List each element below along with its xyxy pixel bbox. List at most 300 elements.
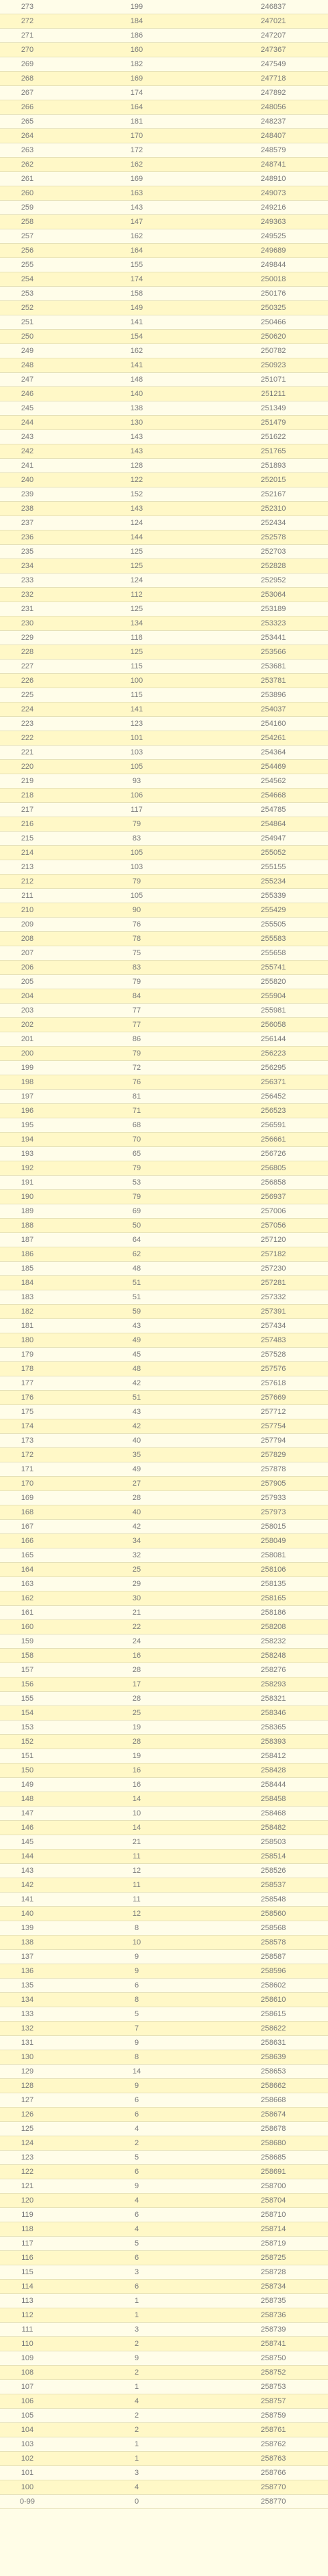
table-row [0,1663,328,1678]
cumulative-cell: 257483 [219,1333,328,1348]
table-row [0,1262,328,1276]
table-row [0,1118,328,1133]
table-row [0,272,328,287]
cumulative-cell: 251765 [219,444,328,459]
score-cell: 243 [0,430,55,444]
table-row [0,660,328,674]
score-cell: 133 [0,2007,55,2022]
table-row [0,817,328,832]
count-cell: 19 [55,1721,219,1735]
table-row [0,1219,328,1233]
score-cell: 260 [0,186,55,201]
count-cell: 22 [55,1620,219,1634]
cumulative-cell: 252828 [219,559,328,574]
cumulative-cell: 248237 [219,115,328,129]
table-row [0,2437,328,2452]
count-cell: 24 [55,1634,219,1649]
table-row [0,502,328,516]
cumulative-cell: 258393 [219,1735,328,1749]
count-cell: 19 [55,1749,219,1764]
count-cell: 51 [55,1391,219,1405]
cumulative-cell: 256295 [219,1061,328,1075]
count-cell: 169 [55,72,219,86]
table-row [0,1004,328,1018]
score-cell: 126 [0,2108,55,2122]
table-row [0,1764,328,1778]
score-cell: 138 [0,1936,55,1950]
table-row [0,1290,328,1305]
count-cell: 28 [55,1663,219,1678]
table-row [0,846,328,860]
table-row [0,1104,328,1118]
cumulative-cell: 258622 [219,2022,328,2036]
count-cell: 141 [55,358,219,373]
score-cell: 101 [0,2466,55,2480]
count-cell: 45 [55,1348,219,1362]
score-cell: 163 [0,1577,55,1591]
count-cell: 1 [55,2308,219,2323]
score-cell: 215 [0,832,55,846]
cumulative-cell: 247207 [219,29,328,43]
cumulative-cell: 258714 [219,2222,328,2237]
score-cell: 142 [0,1878,55,1893]
cumulative-cell: 256223 [219,1047,328,1061]
table-row [0,961,328,975]
cumulative-cell: 251071 [219,373,328,387]
cumulative-cell: 254469 [219,760,328,774]
count-cell: 105 [55,760,219,774]
count-cell: 64 [55,1233,219,1247]
table-row [0,1448,328,1462]
cumulative-cell: 251893 [219,459,328,473]
count-cell: 14 [55,2065,219,2079]
count-cell: 84 [55,989,219,1004]
table-row [0,86,328,100]
count-cell: 42 [55,1376,219,1391]
score-cell: 257 [0,229,55,244]
score-cell: 192 [0,1161,55,1176]
score-cell: 272 [0,14,55,29]
table-row [0,2208,328,2222]
cumulative-cell: 249363 [219,215,328,229]
table-row [0,789,328,803]
score-cell: 189 [0,1204,55,1219]
score-cell: 262 [0,158,55,172]
cumulative-cell: 252167 [219,487,328,502]
count-cell: 86 [55,1032,219,1047]
table-row [0,2065,328,2079]
table-row [0,2036,328,2050]
table-row [0,731,328,746]
table-row [0,387,328,401]
table-row [0,2194,328,2208]
table-row [0,1692,328,1706]
count-cell: 5 [55,2237,219,2251]
count-cell: 130 [55,416,219,430]
count-cell: 117 [55,803,219,817]
count-cell: 9 [55,2179,219,2194]
count-cell: 43 [55,1319,219,1333]
score-cell: 217 [0,803,55,817]
cumulative-cell: 253441 [219,631,328,645]
cumulative-cell: 258734 [219,2280,328,2294]
score-cell: 178 [0,1362,55,1376]
count-cell: 138 [55,401,219,416]
table-row [0,803,328,817]
count-cell: 164 [55,100,219,115]
table-row [0,2265,328,2280]
count-cell: 2 [55,2423,219,2437]
table-row [0,1462,328,1477]
cumulative-cell: 253781 [219,674,328,688]
score-cell: 247 [0,373,55,387]
count-cell: 11 [55,1893,219,1907]
cumulative-cell: 257576 [219,1362,328,1376]
cumulative-cell: 258482 [219,1821,328,1835]
score-cell: 115 [0,2265,55,2280]
cumulative-cell: 257933 [219,1491,328,1505]
table-row [0,1864,328,1878]
table-row [0,588,328,602]
cumulative-cell: 258759 [219,2409,328,2423]
score-cell: 127 [0,2093,55,2108]
table-row [0,2351,328,2366]
cumulative-cell: 254668 [219,789,328,803]
cumulative-cell: 257332 [219,1290,328,1305]
table-row [0,1376,328,1391]
score-cell: 201 [0,1032,55,1047]
score-cell: 265 [0,115,55,129]
score-cell: 122 [0,2165,55,2179]
table-row [0,1878,328,1893]
cumulative-cell: 254160 [219,717,328,731]
score-cell: 238 [0,502,55,516]
score-cell: 172 [0,1448,55,1462]
cumulative-cell: 255052 [219,846,328,860]
table-row [0,244,328,258]
count-cell: 148 [55,373,219,387]
score-cell: 117 [0,2237,55,2251]
table-row [0,2280,328,2294]
cumulative-cell: 258587 [219,1950,328,1964]
count-cell: 3 [55,2265,219,2280]
count-cell: 16 [55,1764,219,1778]
table-row [0,2022,328,2036]
count-cell: 79 [55,1047,219,1061]
table-row [0,2251,328,2265]
score-cell: 150 [0,1764,55,1778]
cumulative-cell: 253323 [219,617,328,631]
cumulative-cell: 258458 [219,1792,328,1807]
score-cell: 171 [0,1462,55,1477]
cumulative-cell: 258526 [219,1864,328,1878]
score-cell: 273 [0,0,55,14]
score-cell: 269 [0,57,55,72]
cumulative-cell: 258735 [219,2294,328,2308]
table-row [0,1591,328,1606]
cumulative-cell: 251479 [219,416,328,430]
table-row [0,344,328,358]
table-row [0,1362,328,1376]
cumulative-cell: 249216 [219,201,328,215]
score-cell: 173 [0,1434,55,1448]
cumulative-cell: 247892 [219,86,328,100]
table-row [0,172,328,186]
cumulative-cell: 249689 [219,244,328,258]
count-cell: 48 [55,1262,219,1276]
table-row [0,1721,328,1735]
table-row [0,631,328,645]
table-row [0,2007,328,2022]
table-row [0,1090,328,1104]
table-row [0,2409,328,2423]
cumulative-cell: 258208 [219,1620,328,1634]
count-cell: 75 [55,946,219,961]
cumulative-cell: 258248 [219,1649,328,1663]
cumulative-cell: 252015 [219,473,328,487]
cumulative-cell: 258739 [219,2323,328,2337]
score-cell: 241 [0,459,55,473]
cumulative-cell: 258537 [219,1878,328,1893]
table-row [0,215,328,229]
count-cell: 83 [55,832,219,846]
score-cell: 166 [0,1534,55,1548]
count-cell: 141 [55,703,219,717]
table-row [0,2050,328,2065]
table-row [0,2308,328,2323]
score-cell: 149 [0,1778,55,1792]
cumulative-cell: 256858 [219,1176,328,1190]
cumulative-cell: 256523 [219,1104,328,1118]
cumulative-cell: 258186 [219,1606,328,1620]
table-row [0,1993,328,2007]
cumulative-cell: 250018 [219,272,328,287]
score-cell: 125 [0,2122,55,2136]
table-row [0,1190,328,1204]
score-cell: 175 [0,1405,55,1419]
table-row [0,889,328,903]
score-cell: 151 [0,1749,55,1764]
count-cell: 9 [55,2351,219,2366]
cumulative-cell: 255155 [219,860,328,875]
cumulative-cell: 255505 [219,918,328,932]
table-row [0,1778,328,1792]
cumulative-cell: 250325 [219,301,328,315]
count-cell: 1 [55,2294,219,2308]
score-cell: 112 [0,2308,55,2323]
table-row [0,1204,328,1219]
count-cell: 125 [55,559,219,574]
count-cell: 1 [55,2437,219,2452]
table-row [0,143,328,158]
table-row [0,2165,328,2179]
count-cell: 162 [55,158,219,172]
cumulative-cell: 250923 [219,358,328,373]
cumulative-cell: 258232 [219,1634,328,1649]
count-cell: 25 [55,1563,219,1577]
table-row [0,703,328,717]
cumulative-cell: 258444 [219,1778,328,1792]
score-cell: 103 [0,2437,55,2452]
cumulative-cell: 257905 [219,1477,328,1491]
cumulative-cell: 256452 [219,1090,328,1104]
score-cell: 114 [0,2280,55,2294]
table-row [0,1491,328,1505]
table-row [0,1247,328,1262]
table-row [0,1835,328,1850]
cumulative-cell: 249525 [219,229,328,244]
score-cell: 176 [0,1391,55,1405]
score-cell: 197 [0,1090,55,1104]
score-cell: 264 [0,129,55,143]
table-row [0,1018,328,1032]
cumulative-cell: 257230 [219,1262,328,1276]
score-cell: 228 [0,645,55,660]
score-cell: 124 [0,2136,55,2151]
count-cell: 29 [55,1577,219,1591]
table-row [0,72,328,86]
score-cell: 139 [0,1921,55,1936]
count-cell: 81 [55,1090,219,1104]
cumulative-cell: 251622 [219,430,328,444]
count-cell: 28 [55,1491,219,1505]
cumulative-cell: 258766 [219,2466,328,2480]
count-cell: 101 [55,731,219,746]
cumulative-cell: 257878 [219,1462,328,1477]
table-row [0,717,328,731]
count-cell: 169 [55,172,219,186]
count-cell: 40 [55,1434,219,1448]
score-cell: 229 [0,631,55,645]
cumulative-cell: 258596 [219,1964,328,1979]
count-cell: 143 [55,201,219,215]
score-cell: 140 [0,1907,55,1921]
cumulative-cell: 253064 [219,588,328,602]
count-cell: 170 [55,129,219,143]
score-cell: 147 [0,1807,55,1821]
table-row [0,2394,328,2409]
count-cell: 9 [55,2036,219,2050]
cumulative-cell: 255904 [219,989,328,1004]
cumulative-cell: 248407 [219,129,328,143]
count-cell: 125 [55,602,219,617]
count-cell: 4 [55,2194,219,2208]
score-cell: 234 [0,559,55,574]
count-cell: 40 [55,1505,219,1520]
count-cell: 6 [55,2165,219,2179]
count-cell: 8 [55,1921,219,1936]
count-cell: 1 [55,2452,219,2466]
score-cell: 0-99 [0,2495,55,2509]
count-cell: 11 [55,1850,219,1864]
score-cell: 110 [0,2337,55,2351]
count-cell: 79 [55,1190,219,1204]
cumulative-cell: 258412 [219,1749,328,1764]
score-cell: 168 [0,1505,55,1520]
score-cell: 104 [0,2423,55,2437]
score-cell: 123 [0,2151,55,2165]
table-row [0,1850,328,1864]
count-cell: 106 [55,789,219,803]
cumulative-cell: 253566 [219,645,328,660]
cumulative-cell: 246837 [219,0,328,14]
cumulative-cell: 247718 [219,72,328,86]
table-row [0,100,328,115]
count-cell: 2 [55,2366,219,2380]
table-row [0,1276,328,1290]
score-cell: 259 [0,201,55,215]
table-row [0,1147,328,1161]
table-row [0,574,328,588]
cumulative-cell: 258736 [219,2308,328,2323]
table-row [0,129,328,143]
score-cell: 195 [0,1118,55,1133]
score-cell: 227 [0,660,55,674]
cumulative-cell: 258700 [219,2179,328,2194]
score-cell: 160 [0,1620,55,1634]
score-cell: 183 [0,1290,55,1305]
table-row [0,1735,328,1749]
table-row [0,301,328,315]
table-row [0,1348,328,1362]
score-cell: 105 [0,2409,55,2423]
score-cell: 146 [0,1821,55,1835]
score-cell: 199 [0,1061,55,1075]
count-cell: 7 [55,2022,219,2036]
count-cell: 4 [55,2122,219,2136]
cumulative-cell: 255339 [219,889,328,903]
table-row [0,1434,328,1448]
table-row [0,330,328,344]
score-cell: 254 [0,272,55,287]
cumulative-cell: 258674 [219,2108,328,2122]
cumulative-cell: 258762 [219,2437,328,2452]
score-cell: 141 [0,1893,55,1907]
cumulative-cell: 258503 [219,1835,328,1850]
count-cell: 118 [55,631,219,645]
table-row [0,1505,328,1520]
score-cell: 193 [0,1147,55,1161]
count-cell: 53 [55,1176,219,1190]
score-cell: 161 [0,1606,55,1620]
cumulative-cell: 255981 [219,1004,328,1018]
table-row [0,57,328,72]
score-cell: 206 [0,961,55,975]
cumulative-cell: 254037 [219,703,328,717]
count-cell: 6 [55,1979,219,1993]
count-cell: 125 [55,645,219,660]
cumulative-cell: 257528 [219,1348,328,1362]
count-cell: 164 [55,244,219,258]
count-cell: 154 [55,330,219,344]
count-cell: 9 [55,2079,219,2093]
count-cell: 90 [55,903,219,918]
cumulative-cell: 254562 [219,774,328,789]
count-cell: 6 [55,2251,219,2265]
table-row [0,1577,328,1591]
cumulative-cell: 256805 [219,1161,328,1176]
count-cell: 6 [55,2208,219,2222]
table-row [0,1678,328,1692]
table-row [0,2237,328,2251]
count-cell: 8 [55,2050,219,2065]
cumulative-cell: 258106 [219,1563,328,1577]
table-row [0,2337,328,2351]
score-cell: 219 [0,774,55,789]
cumulative-cell: 258752 [219,2366,328,2380]
cumulative-cell: 258568 [219,1921,328,1936]
score-cell: 113 [0,2294,55,2308]
